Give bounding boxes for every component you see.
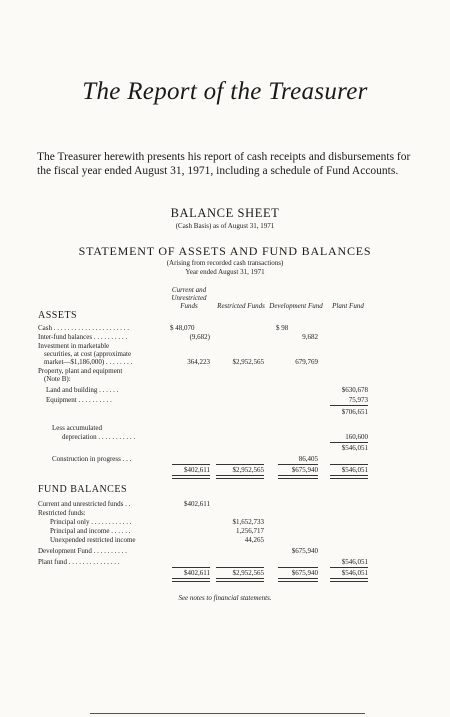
fund-total-development: $675,940: [291, 569, 318, 577]
investment-label-2: securities, at cost (approximate: [44, 350, 132, 358]
cu-funds-current: $402,611: [184, 500, 210, 508]
column-header-restricted: Restricted Funds: [217, 302, 265, 310]
cu-funds-label: Current and unrestricted funds . .: [38, 500, 131, 508]
cash-current: $ 48,070: [170, 324, 195, 332]
principal-income-restricted: 1,256,717: [236, 527, 264, 535]
depreciation-plant: 160,600: [345, 433, 368, 441]
fund-total-rule-plant: [330, 567, 368, 568]
assets-total-rule-plant: [330, 464, 368, 465]
assets-heading: ASSETS: [38, 310, 78, 321]
interfund-label: Inter-fund balances . . . . . . . . . .: [38, 333, 128, 341]
fund-total-current: $402,611: [184, 569, 210, 577]
assets-total-rule-current: [172, 464, 210, 465]
net-property: $546,051: [341, 444, 368, 452]
development-fund-development: $675,940: [291, 547, 318, 555]
property-label-1: Property, plant and equipment: [38, 367, 123, 375]
less-label-2: depreciation . . . . . . . . . . .: [62, 433, 136, 441]
equipment-label: Equipment . . . . . . . . . .: [46, 396, 112, 404]
cash-development: $ 98: [276, 324, 289, 332]
assets-total-rule-restricted: [216, 464, 264, 465]
assets-total-double-rule-development: [278, 475, 318, 479]
statement-subtitle-year: Year ended August 31, 1971: [185, 268, 265, 276]
report-intro: The Treasurer herewith presents his report of cash receipts and disbursements for the fiscal year ended August 31, 1971, including a schedule of Fund Accounts.: [37, 151, 411, 177]
land-plant: $630,678: [341, 386, 368, 394]
assets-total-plant: $546,051: [341, 466, 368, 474]
investment-label-3: market—$1,186,000) . . . . . . . .: [44, 358, 133, 366]
fund-total-rule-current: [172, 567, 210, 568]
fund-total-double-rule-current: [172, 578, 210, 582]
fund-total-plant: $546,051: [341, 569, 368, 577]
fund-total-restricted: $2,952,565: [232, 569, 264, 577]
statement-title: STATEMENT OF ASSETS AND FUND BALANCES: [78, 244, 372, 258]
construction-development: 86,405: [298, 455, 318, 463]
investment-current: 364,223: [187, 358, 210, 366]
footnote: See notes to financial statements.: [178, 594, 272, 602]
development-fund-label: Development Fund . . . . . . . . . .: [38, 547, 127, 555]
balance-sheet-subtitle: (Cash Basis) as of August 31, 1971: [175, 222, 275, 230]
fund-total-double-rule-restricted: [216, 578, 264, 582]
assets-total-double-rule-plant: [330, 475, 368, 479]
report-title: The Report of the Treasurer: [82, 78, 368, 105]
assets-total-double-rule-current: [172, 475, 210, 479]
unexpended-restricted: 44,265: [244, 536, 264, 544]
assets-total-development: $675,940: [291, 466, 318, 474]
balance-sheet-title: BALANCE SHEET: [170, 206, 280, 220]
statement-subtitle-basis: (Arising from recorded cash transactions): [166, 259, 284, 267]
fund-total-double-rule-plant: [330, 578, 368, 582]
assets-total-double-rule-restricted: [216, 475, 264, 479]
assets-total-restricted: $2,952,565: [232, 466, 264, 474]
net-property-rule: [330, 442, 368, 443]
property-subtotal: $706,651: [341, 408, 368, 416]
investment-restricted: $2,952,565: [232, 358, 264, 366]
fund-total-double-rule-development: [278, 578, 318, 582]
assets-total-rule-development: [278, 464, 318, 465]
principal-income-label: Principal and income . . . . . .: [50, 527, 131, 535]
less-label-1: Less accumulated: [52, 424, 102, 432]
plant-fund-label: Plant fund . . . . . . . . . . . . . . .: [38, 558, 120, 566]
land-label: Land and building . . . . . .: [46, 386, 119, 394]
investment-development: 679,769: [295, 358, 318, 366]
fund-balances-heading: FUND BALANCES: [38, 484, 128, 495]
fund-total-rule-restricted: [216, 567, 264, 568]
principal-only-restricted: $1,652,733: [232, 518, 264, 526]
property-subtotal-rule: [330, 405, 368, 406]
unexpended-label: Unexpended restricted income: [50, 536, 136, 544]
column-header-plant: Plant Fund: [332, 302, 364, 310]
page-bottom-rule: [90, 713, 365, 714]
property-label-2: (Note B):: [44, 375, 71, 383]
equipment-plant: 75,973: [348, 396, 368, 404]
restricted-funds-label: Restricted funds:: [38, 509, 86, 517]
plant-fund-plant: $546,051: [341, 558, 368, 566]
column-header-development: Development Fund: [269, 302, 323, 310]
principal-only-label: Principal only . . . . . . . . . . . .: [50, 518, 132, 526]
interfund-development: 9,682: [302, 333, 318, 341]
assets-total-current: $402,611: [184, 466, 210, 474]
investment-label-1: Investment in marketable: [38, 342, 110, 350]
cash-label: Cash . . . . . . . . . . . . . . . . . . . . . .: [38, 324, 129, 332]
construction-label: Construction in progress . . .: [52, 455, 132, 463]
column-header-current: Current and Unrestricted Funds: [171, 286, 207, 310]
interfund-current: (9,682): [189, 333, 210, 341]
fund-total-rule-development: [278, 567, 318, 568]
